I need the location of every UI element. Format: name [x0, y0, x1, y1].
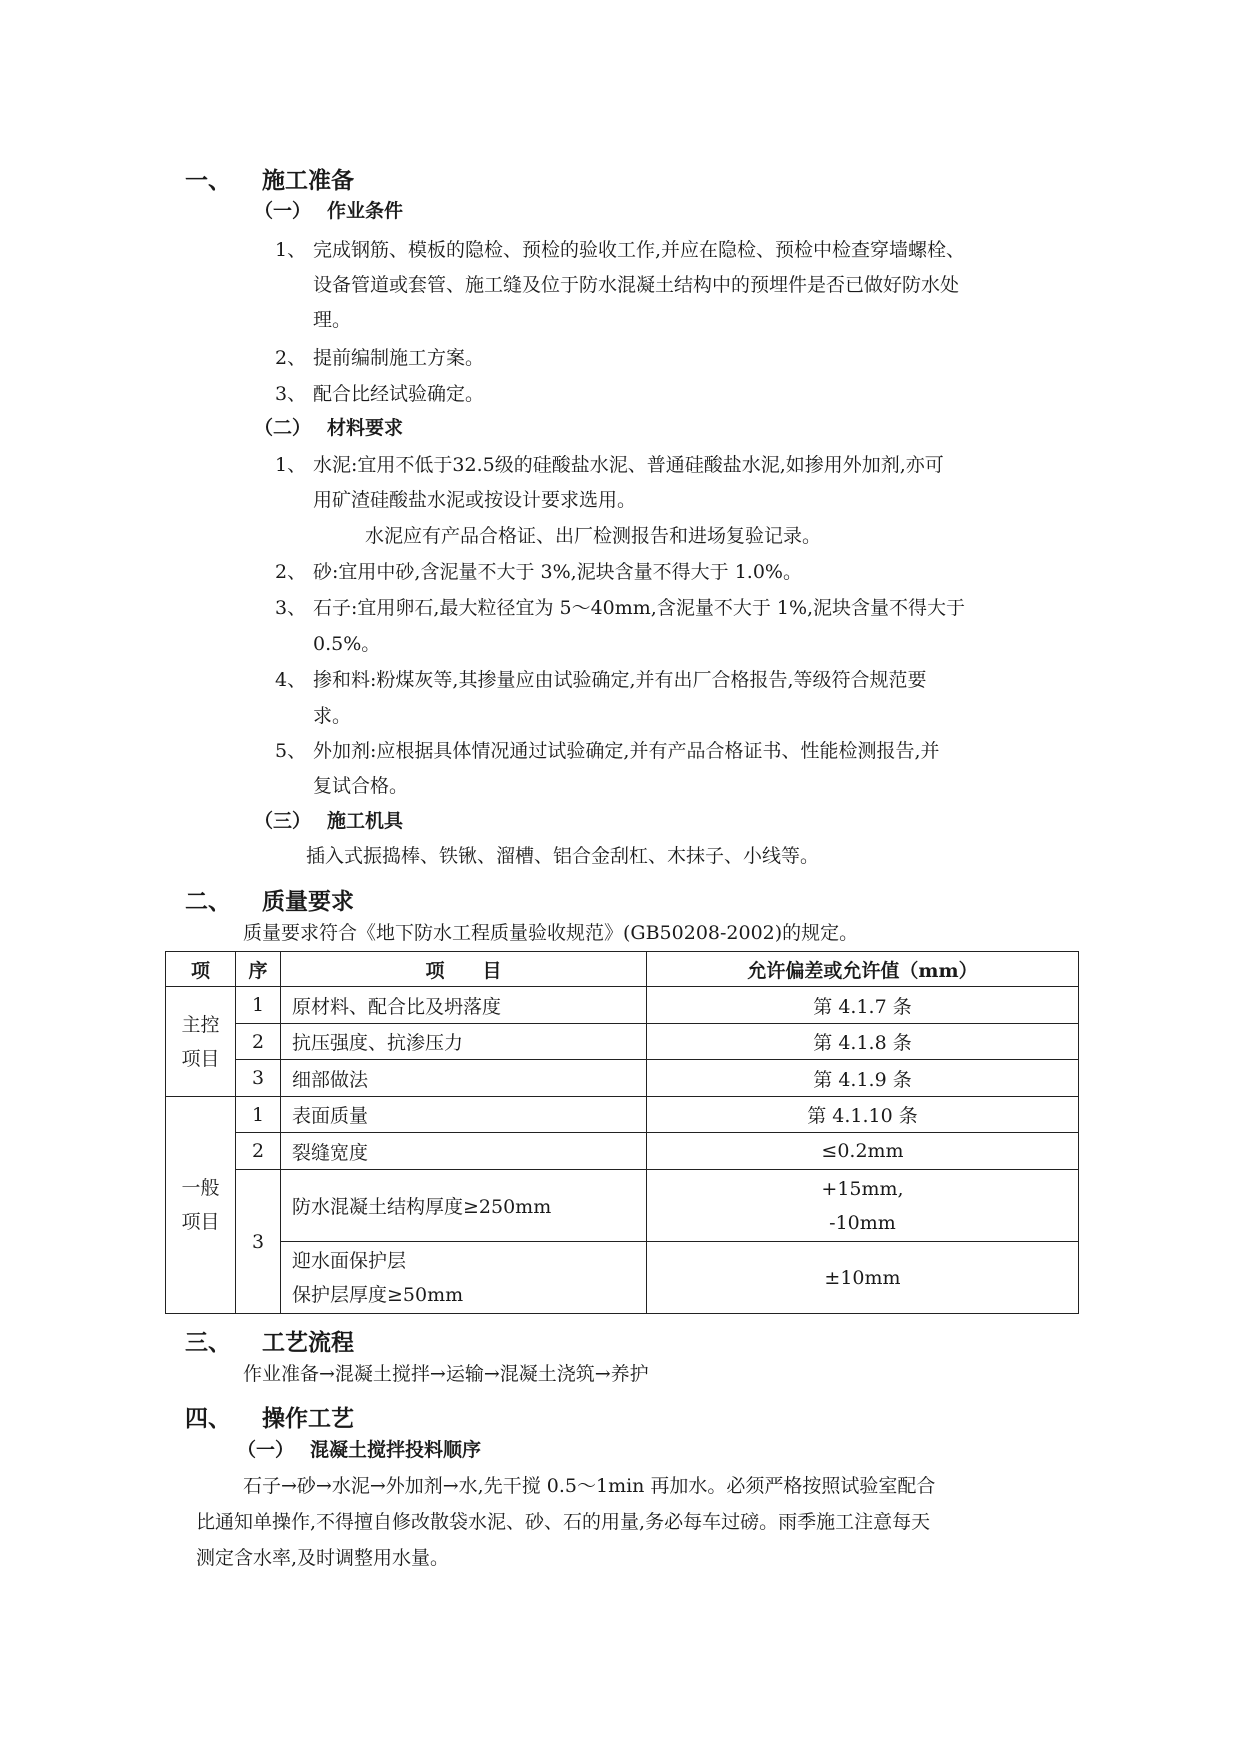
table-row	[166, 1133, 1079, 1170]
tool-list-text: 插入式振捣棒、铁锹、溜槽、铝合金刮杠、木抹子、小线等。	[306, 845, 820, 867]
paragraph-line: 石子→砂→水泥→外加剂→水,先干搅 0.5～1min 再加水。必须严格按照试验室配合	[243, 1475, 936, 1497]
table-row	[166, 1024, 1079, 1060]
row-item: 抗压强度、抗渗压力	[281, 1024, 647, 1060]
table-row	[166, 1242, 1079, 1314]
list-item-text: 水泥:宜用不低于32.5级的硅酸盐水泥、普通硅酸盐水泥,如掺用外加剂,亦可	[313, 454, 944, 476]
row-seq: 1	[236, 1097, 281, 1133]
list-item-text: 外加剂:应根据具体情况通过试验确定,并有产品合格证书、性能检测报告,并	[313, 740, 940, 762]
group-general: 一般项目	[166, 1097, 236, 1314]
row-value: ≤0.2mm	[647, 1133, 1079, 1170]
group-main-control: 主控项目	[166, 987, 236, 1097]
list-item-number: 1、	[275, 454, 307, 476]
list-item-text: 砂:宜用中砂,含泥量不大于 3%,泥块含量不得大于 1.0%。	[313, 561, 802, 583]
row-seq: 2	[236, 1133, 281, 1170]
sub-1-1-number: （一）	[254, 200, 312, 222]
list-item-text: 掺和料:粉煤灰等,其掺量应由试验确定,并有出厂合格报告,等级符合规范要	[313, 669, 927, 691]
list-item-number: 3、	[275, 383, 307, 405]
row-value: 第 4.1.10 条	[647, 1097, 1079, 1133]
row-item-line: 迎水面保护层	[292, 1249, 407, 1272]
list-item-number: 1、	[275, 239, 307, 261]
row-item-line: 保护层厚度≥50mm	[292, 1283, 464, 1306]
list-item-number: 2、	[275, 561, 307, 583]
row-value: ±10mm	[647, 1242, 1079, 1314]
row-item: 细部做法	[281, 1060, 647, 1097]
list-item-text: 水泥应有产品合格证、出厂检测报告和进场复验记录。	[365, 525, 822, 547]
list-item-text: 求。	[313, 705, 352, 727]
list-item-text: 配合比经试验确定。	[313, 383, 485, 405]
section-4-number: 四、	[185, 1405, 231, 1432]
section-2-title: 质量要求	[262, 888, 354, 915]
sub-4-1-number: （一）	[237, 1439, 295, 1461]
row-item: 原材料、配合比及坍落度	[281, 987, 647, 1024]
row-item	[281, 1242, 647, 1314]
section-2-number: 二、	[185, 888, 231, 915]
header-item: 项 目	[281, 952, 647, 987]
list-item-text: 用矿渣硅酸盐水泥或按设计要求选用。	[313, 489, 637, 511]
table-row	[166, 1170, 1079, 1242]
table-row	[166, 987, 1079, 1024]
list-item-text: 完成钢筋、模板的隐检、预检的验收工作,并应在隐检、预检中检查穿墙螺栓、	[313, 239, 966, 261]
sub-1-3-number: （三）	[254, 810, 312, 832]
header-seq: 序	[236, 952, 281, 987]
sub-4-1-title: 混凝土搅拌投料顺序	[310, 1439, 482, 1461]
row-value: 第 4.1.9 条	[647, 1060, 1079, 1097]
process-flow-text: 作业准备→混凝土搅拌→运输→混凝土浇筑→养护	[243, 1363, 649, 1385]
table-header-row	[166, 952, 1079, 987]
section-3-number: 三、	[185, 1329, 231, 1356]
row-seq: 2	[236, 1024, 281, 1060]
sub-1-1-title: 作业条件	[327, 200, 404, 222]
list-item-number: 5、	[275, 740, 307, 762]
row-value: 第 4.1.8 条	[647, 1024, 1079, 1060]
section-3-title: 工艺流程	[262, 1329, 354, 1356]
row-seq: 1	[236, 987, 281, 1024]
section-4-title: 操作工艺	[262, 1405, 354, 1432]
row-value-line: -10mm	[829, 1211, 896, 1234]
list-item-number: 2、	[275, 347, 307, 369]
section-1-title: 施工准备	[262, 167, 354, 194]
row-seq: 3	[236, 1170, 281, 1314]
row-value: 第 4.1.7 条	[647, 987, 1079, 1024]
row-item: 防水混凝土结构厚度≥250mm	[281, 1170, 647, 1242]
list-item-text: 提前编制施工方案。	[313, 347, 485, 369]
row-seq: 3	[236, 1060, 281, 1097]
list-item-text: 石子:宜用卵石,最大粒径宜为 5～40mm,含泥量不大于 1%,泥块含量不得大于	[313, 597, 966, 619]
sub-1-2-number: （二）	[254, 417, 312, 439]
row-item: 表面质量	[281, 1097, 647, 1133]
list-item-text: 0.5%。	[313, 633, 381, 655]
list-item-number: 3、	[275, 597, 307, 619]
paragraph-line: 测定含水率,及时调整用水量。	[196, 1547, 450, 1569]
list-item-text: 理。	[313, 309, 352, 331]
row-value-line: +15mm,	[821, 1177, 904, 1200]
row-item: 裂缝宽度	[281, 1133, 647, 1170]
table-row	[166, 1097, 1079, 1133]
paragraph-line: 比通知单操作,不得擅自修改散袋水泥、砂、石的用量,务必每车过磅。雨季施工注意每天	[196, 1511, 931, 1533]
sub-1-3-title: 施工机具	[327, 810, 404, 832]
section-1-number: 一、	[185, 167, 231, 194]
list-item-number: 4、	[275, 669, 307, 691]
header-category: 项	[166, 952, 236, 987]
list-item-text: 设备管道或套管、施工缝及位于防水混凝土结构中的预埋件是否已做好防水处	[313, 274, 960, 296]
table-row	[166, 1060, 1079, 1097]
quality-table	[165, 951, 1079, 1314]
row-value	[647, 1170, 1079, 1242]
quality-intro-text: 质量要求符合《地下防水工程质量验收规范》(GB50208-2002)的规定。	[243, 922, 859, 944]
sub-1-2-title: 材料要求	[327, 417, 404, 439]
list-item-text: 复试合格。	[313, 775, 409, 797]
header-tolerance: 允许偏差或允许值（mm）	[647, 952, 1079, 987]
